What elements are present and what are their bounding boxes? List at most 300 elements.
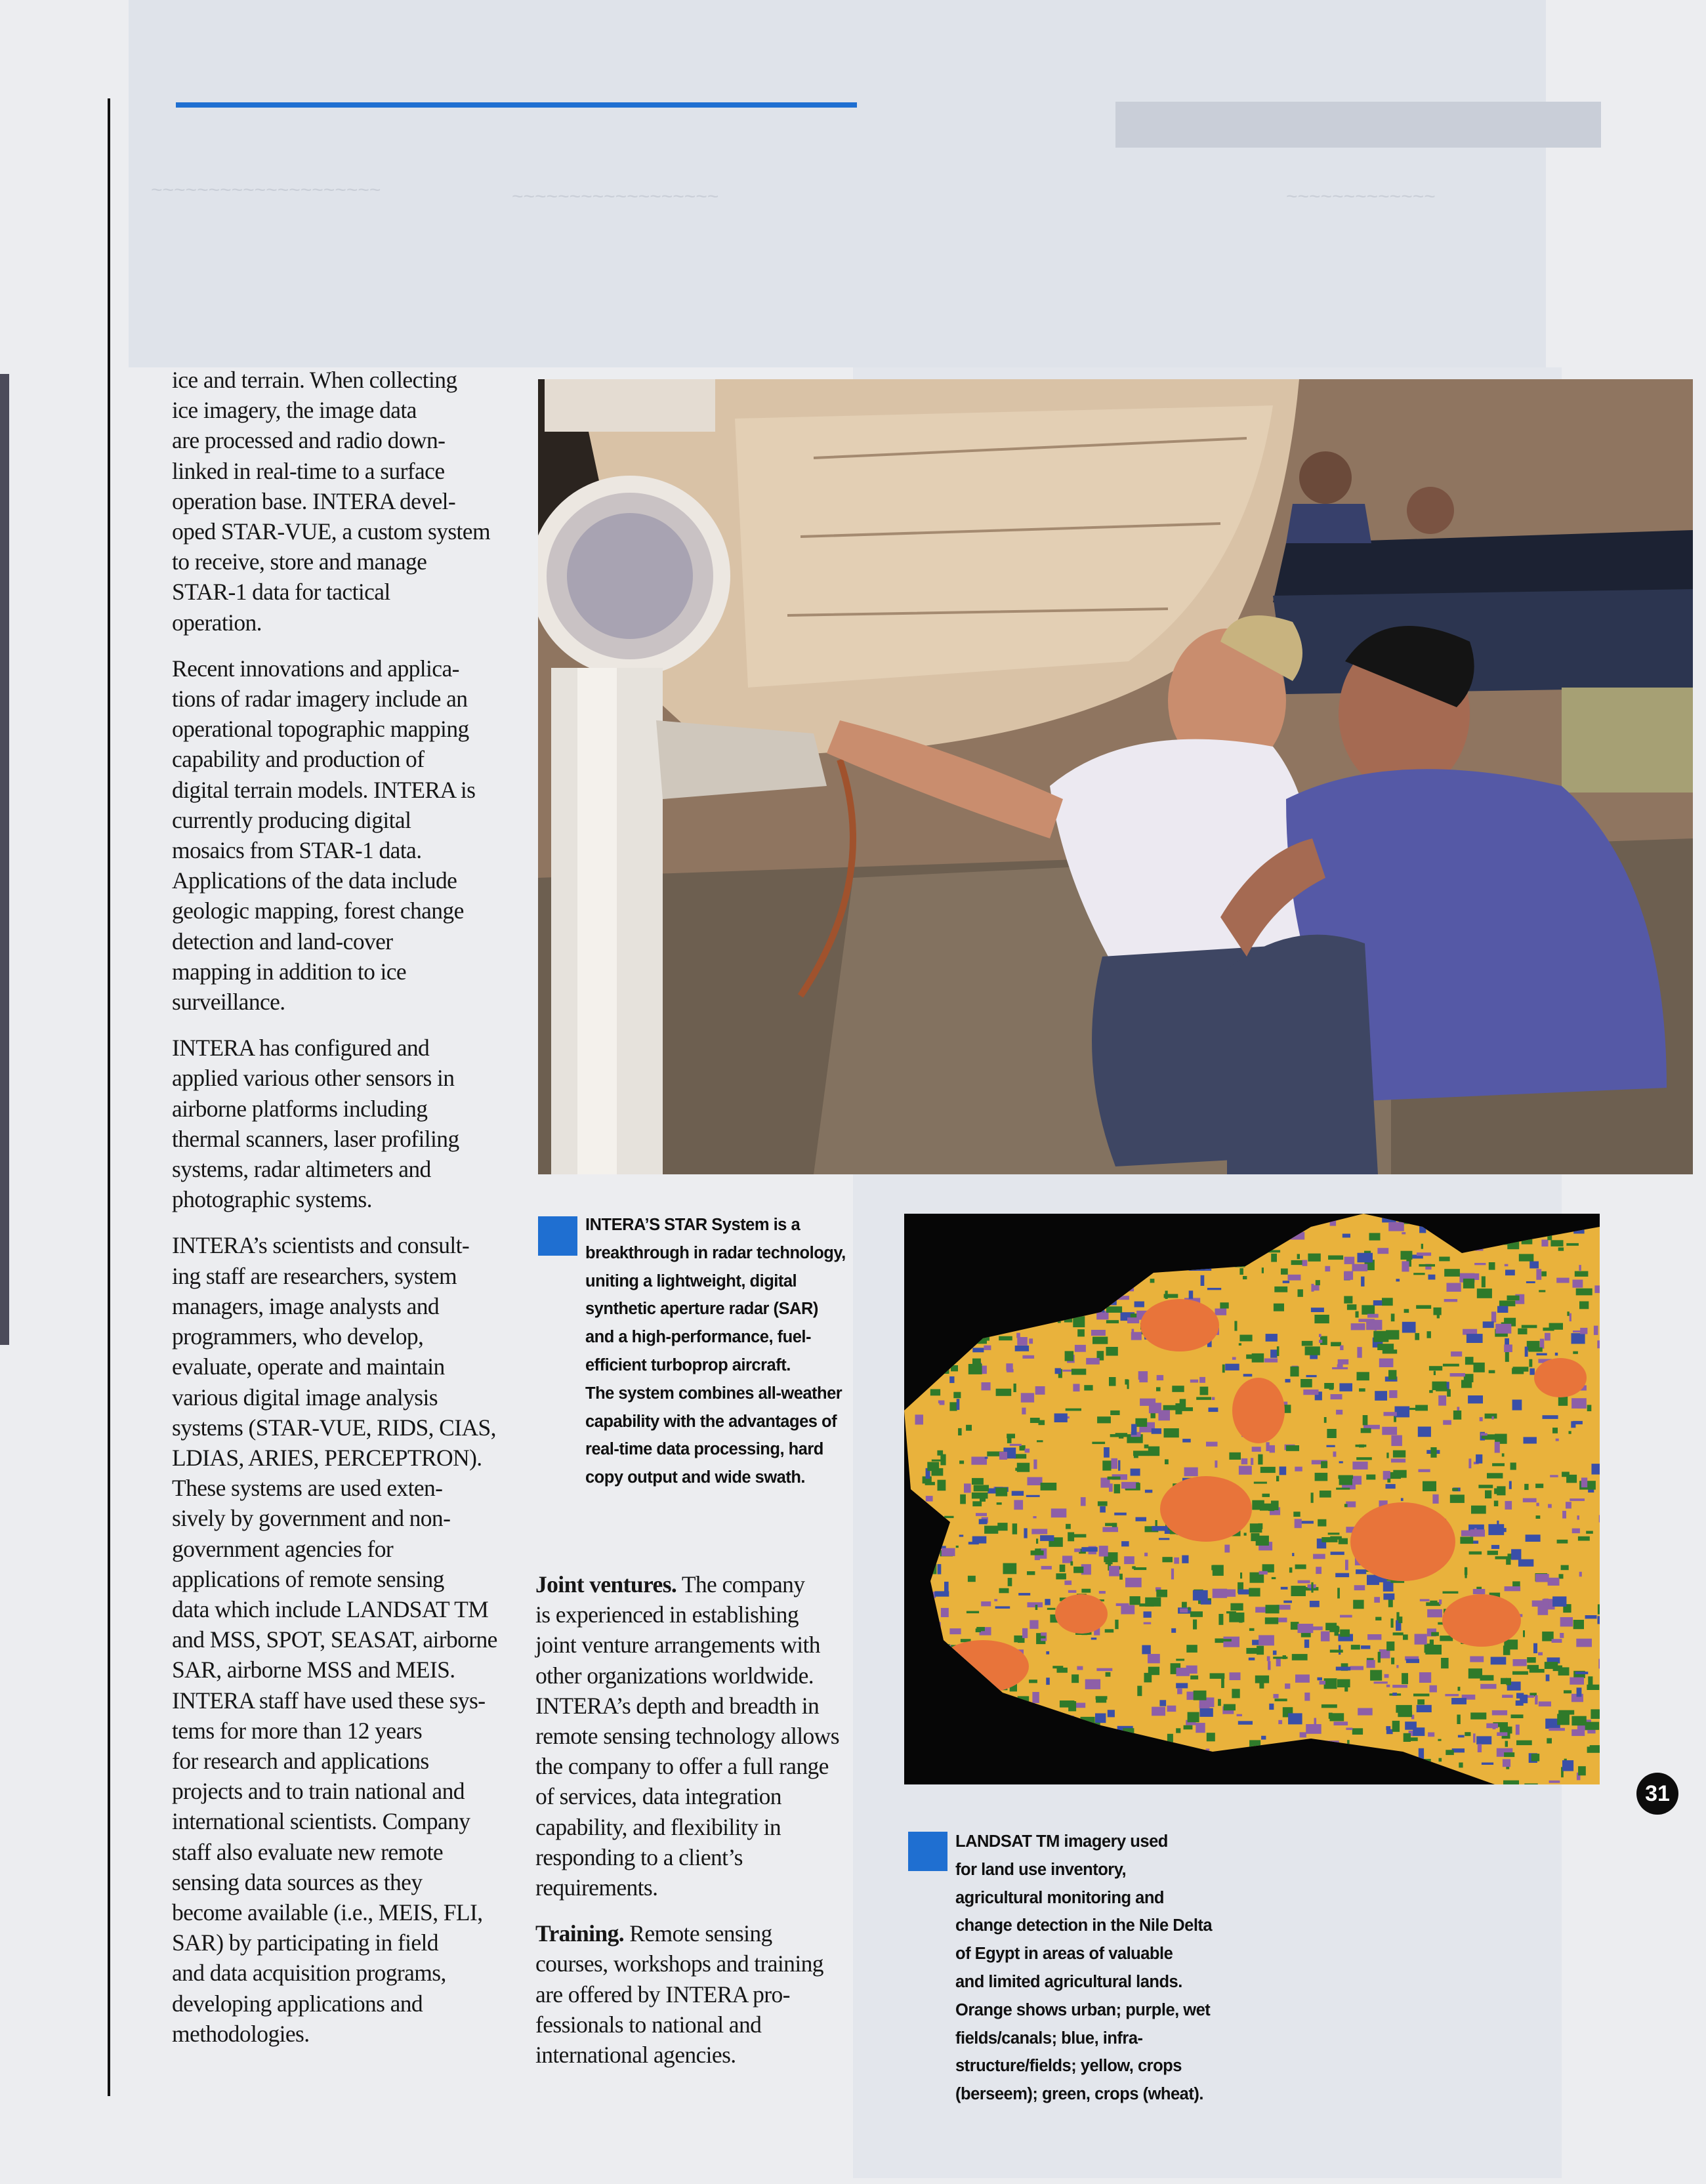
land-parcel — [1182, 1439, 1191, 1443]
land-parcel — [1224, 1545, 1230, 1553]
land-parcel — [1469, 1552, 1482, 1555]
land-parcel — [1288, 1713, 1302, 1724]
land-parcel — [1344, 1271, 1353, 1280]
text-line: international agencies. — [535, 2042, 736, 2069]
land-parcel — [1316, 1280, 1320, 1285]
text-line: airborne platforms including — [172, 1095, 428, 1122]
land-parcel — [1384, 1674, 1389, 1678]
text-line: SAR, airborne MSS and MEIS. — [172, 1657, 455, 1683]
land-parcel — [1060, 1565, 1066, 1572]
land-parcel — [1108, 1710, 1115, 1717]
land-parcel — [1362, 1305, 1375, 1314]
land-parcel — [982, 1382, 991, 1390]
landsat-nile-delta-map — [904, 1214, 1600, 1784]
land-parcel — [1361, 1277, 1364, 1287]
land-parcel — [1271, 1254, 1277, 1262]
land-parcel — [926, 1496, 933, 1501]
land-parcel — [1430, 1685, 1437, 1693]
land-parcel — [1391, 1313, 1395, 1321]
land-parcel — [1081, 1497, 1086, 1506]
land-parcel — [949, 1376, 954, 1383]
land-parcel — [1541, 1240, 1548, 1247]
land-parcel — [1361, 1428, 1371, 1433]
land-parcel — [949, 1402, 957, 1411]
land-parcel — [984, 1346, 991, 1350]
text-line: INTERA’s depth and breadth in — [535, 1692, 820, 1719]
land-parcel — [1074, 1548, 1080, 1552]
land-parcel — [1015, 1468, 1026, 1471]
land-parcel — [1489, 1370, 1495, 1374]
land-parcel — [1306, 1375, 1317, 1377]
land-parcel — [1518, 1329, 1527, 1334]
heading-training: Training. — [535, 1920, 624, 1947]
land-parcel — [1273, 1657, 1287, 1659]
land-parcel — [1291, 1586, 1306, 1596]
land-parcel — [1477, 1288, 1492, 1298]
land-parcel — [1092, 1337, 1108, 1344]
land-parcel — [1443, 1420, 1451, 1425]
land-parcel — [1428, 1275, 1436, 1280]
land-parcel — [1457, 1715, 1460, 1725]
land-parcel — [1535, 1574, 1549, 1582]
land-parcel — [1261, 1736, 1266, 1740]
land-parcel — [1438, 1739, 1441, 1741]
land-parcel — [1502, 1695, 1513, 1698]
land-parcel — [1302, 1260, 1308, 1266]
land-parcel — [1032, 1692, 1039, 1703]
land-parcel — [1134, 1302, 1144, 1308]
land-parcel — [1352, 1462, 1367, 1470]
land-parcel — [985, 1457, 988, 1459]
land-parcel — [1541, 1271, 1547, 1277]
land-parcel — [1073, 1384, 1079, 1391]
land-parcel — [1482, 1276, 1486, 1287]
land-parcel — [1404, 1733, 1411, 1742]
land-parcel — [999, 1452, 1007, 1460]
land-parcel — [1516, 1741, 1532, 1745]
land-parcel — [1363, 1415, 1368, 1425]
land-parcel — [1586, 1531, 1593, 1534]
land-parcel — [1289, 1567, 1293, 1573]
land-parcel — [1262, 1267, 1264, 1273]
land-parcel — [1587, 1405, 1592, 1411]
land-parcel — [1285, 1379, 1291, 1382]
land-parcel — [1552, 1596, 1566, 1607]
land-parcel — [1428, 1733, 1434, 1737]
text-line: developing applications and — [172, 1990, 423, 2017]
land-parcel — [1474, 1528, 1476, 1535]
caption-line: and a high-performance, fuel- — [585, 1328, 811, 1347]
land-parcel — [1485, 1491, 1491, 1498]
land-parcel — [1459, 1763, 1463, 1768]
land-parcel — [1239, 1615, 1242, 1622]
land-parcel — [1066, 1409, 1081, 1411]
land-parcel — [1420, 1599, 1430, 1601]
land-parcel — [1144, 1445, 1149, 1449]
text-line: the company to offer a full range — [535, 1753, 829, 1780]
land-parcel — [1152, 1526, 1167, 1531]
land-parcel — [1552, 1428, 1558, 1433]
land-parcel — [1186, 1645, 1197, 1653]
land-parcel — [1035, 1605, 1038, 1610]
land-parcel — [1488, 1551, 1498, 1556]
caption-line: change detection in the Nile Delta — [955, 1916, 1213, 1935]
land-parcel — [1206, 1442, 1218, 1447]
land-parcel — [1097, 1416, 1111, 1423]
land-parcel — [1468, 1458, 1471, 1468]
land-parcel — [1570, 1498, 1585, 1501]
land-parcel — [1549, 1728, 1565, 1731]
land-parcel — [1012, 1491, 1024, 1496]
land-parcel — [1562, 1472, 1570, 1477]
land-parcel — [1495, 1324, 1511, 1334]
land-parcel — [1124, 1556, 1134, 1564]
land-parcel — [1199, 1708, 1213, 1717]
caption-line: copy output and wide swath. — [585, 1468, 806, 1487]
land-parcel — [1039, 1420, 1045, 1426]
text-line: applied various other sensors in — [172, 1065, 455, 1092]
land-parcel — [1336, 1667, 1350, 1671]
land-parcel — [1590, 1745, 1600, 1751]
land-parcel — [1310, 1601, 1320, 1607]
land-parcel — [1027, 1571, 1035, 1575]
land-parcel — [1100, 1506, 1106, 1513]
land-parcel — [1382, 1427, 1397, 1435]
land-parcel — [1281, 1269, 1288, 1275]
land-parcel — [1266, 1605, 1280, 1613]
text-line: detection and land-cover — [172, 928, 393, 955]
land-parcel — [1331, 1394, 1342, 1399]
land-parcel — [1374, 1681, 1388, 1683]
land-parcel — [1249, 1658, 1255, 1660]
land-parcel — [1536, 1269, 1541, 1280]
land-parcel — [1304, 1693, 1310, 1701]
land-parcel — [1306, 1724, 1321, 1734]
text-line: staff also evaluate new remote — [172, 1838, 444, 1865]
text-line: oped STAR-VUE, a custom system — [172, 518, 490, 545]
land-parcel — [1402, 1232, 1405, 1234]
land-parcel — [1152, 1707, 1165, 1716]
land-parcel — [1321, 1537, 1337, 1542]
land-parcel — [1522, 1325, 1537, 1329]
text-line: and data acquisition programs, — [172, 1960, 446, 1987]
land-parcel — [1196, 1723, 1205, 1733]
land-parcel — [1280, 1466, 1287, 1475]
land-parcel — [1492, 1463, 1505, 1466]
land-parcel — [1130, 1596, 1140, 1605]
land-parcel — [1504, 1752, 1514, 1757]
land-parcel — [1398, 1617, 1402, 1623]
land-parcel — [972, 1348, 984, 1352]
land-parcel — [1556, 1278, 1569, 1283]
land-parcel — [1030, 1620, 1038, 1629]
land-parcel — [1503, 1781, 1519, 1784]
land-parcel — [1495, 1442, 1500, 1453]
text-line: currently producing digital — [172, 806, 411, 833]
land-parcel — [1190, 1380, 1198, 1383]
land-parcel — [1234, 1321, 1237, 1331]
land-parcel — [1507, 1296, 1520, 1301]
land-parcel — [959, 1460, 964, 1464]
land-parcel — [1375, 1329, 1377, 1331]
land-parcel — [1429, 1366, 1442, 1370]
land-parcel — [1273, 1651, 1277, 1655]
land-parcel — [1473, 1733, 1476, 1742]
land-parcel — [1164, 1428, 1179, 1437]
land-parcel — [1148, 1447, 1159, 1456]
land-parcel — [1487, 1473, 1503, 1478]
land-parcel — [1105, 1629, 1114, 1632]
land-parcel — [1232, 1689, 1239, 1698]
land-parcel — [1331, 1552, 1344, 1555]
land-parcel — [1386, 1729, 1393, 1734]
land-parcel — [1167, 1706, 1176, 1712]
land-parcel — [1483, 1321, 1494, 1328]
land-parcel — [1304, 1639, 1309, 1648]
land-parcel — [1369, 1233, 1381, 1240]
land-parcel — [1339, 1383, 1352, 1391]
land-parcel — [1302, 1341, 1313, 1346]
land-parcel — [1144, 1553, 1148, 1557]
land-parcel — [1224, 1704, 1236, 1711]
land-parcel — [1421, 1244, 1423, 1249]
land-parcel — [1374, 1597, 1380, 1603]
text-line: The company — [676, 1571, 805, 1597]
land-parcel — [1339, 1477, 1352, 1485]
land-use-classification-image — [904, 1214, 1600, 1784]
caption-line: of Egypt in areas of valuable — [955, 1945, 1173, 1964]
land-parcel — [1432, 1382, 1447, 1390]
land-parcel — [1267, 1657, 1270, 1661]
land-parcel — [1569, 1431, 1571, 1433]
land-parcel — [1529, 1669, 1545, 1673]
land-parcel — [1538, 1604, 1549, 1615]
land-parcel — [1485, 1414, 1497, 1419]
caption-line: real-time data processing, hard — [585, 1440, 823, 1459]
land-parcel — [1526, 1535, 1541, 1542]
land-parcel — [1358, 1708, 1373, 1716]
land-parcel — [1476, 1454, 1482, 1464]
land-parcel — [1327, 1429, 1336, 1438]
land-parcel — [1387, 1479, 1390, 1483]
land-parcel — [1109, 1483, 1113, 1492]
land-parcel — [1395, 1407, 1410, 1418]
land-parcel — [1599, 1515, 1600, 1522]
land-parcel — [1099, 1546, 1108, 1556]
land-parcel — [1104, 1447, 1110, 1458]
caption-line: agricultural monitoring and — [955, 1888, 1165, 1907]
land-parcel — [1259, 1571, 1268, 1575]
text-line: systems (STAR-VUE, RIDS, CIAS, — [172, 1414, 496, 1441]
text-line: sively by government and non- — [172, 1505, 451, 1532]
land-parcel — [1276, 1476, 1279, 1481]
paragraph-scientists — [172, 1230, 507, 2048]
land-parcel — [1419, 1469, 1430, 1472]
land-parcel — [1240, 1573, 1242, 1578]
land-parcel — [1505, 1586, 1521, 1591]
urban-area — [1534, 1358, 1587, 1397]
land-parcel — [1561, 1565, 1569, 1571]
heading-joint-ventures: Joint ventures. — [535, 1571, 677, 1597]
land-parcel — [1238, 1721, 1253, 1725]
land-parcel — [1443, 1592, 1459, 1594]
land-parcel — [1575, 1271, 1589, 1277]
land-parcel — [997, 1523, 1007, 1531]
land-parcel — [1401, 1498, 1404, 1501]
land-parcel — [1572, 1529, 1580, 1534]
caption-line: The system combines all-weather — [585, 1384, 843, 1403]
land-parcel — [1046, 1678, 1050, 1685]
text-line: These systems are used exten- — [172, 1475, 443, 1502]
land-parcel — [944, 1582, 949, 1592]
land-parcel — [1132, 1329, 1134, 1332]
land-parcel — [1527, 1657, 1536, 1663]
land-parcel — [1393, 1470, 1406, 1478]
land-parcel — [972, 1478, 984, 1485]
land-parcel — [1246, 1648, 1259, 1654]
land-parcel — [1571, 1729, 1585, 1736]
land-parcel — [1430, 1639, 1434, 1646]
land-parcel — [1383, 1471, 1390, 1479]
land-parcel — [1358, 1319, 1375, 1322]
paragraph-recent-innovations — [172, 653, 507, 1017]
land-parcel — [1354, 1585, 1365, 1590]
land-parcel — [1144, 1611, 1152, 1618]
land-parcel — [1570, 1678, 1584, 1685]
land-parcel — [1575, 1672, 1589, 1674]
land-parcel — [938, 1564, 942, 1575]
land-parcel — [1125, 1578, 1142, 1588]
land-parcel — [1594, 1285, 1600, 1293]
land-parcel — [1340, 1630, 1350, 1637]
land-parcel — [1318, 1519, 1326, 1527]
land-parcel — [1319, 1334, 1321, 1337]
land-parcel — [1537, 1353, 1547, 1356]
land-parcel — [1566, 1502, 1571, 1508]
land-parcel — [1182, 1602, 1187, 1608]
land-parcel — [1073, 1567, 1083, 1573]
land-parcel — [1429, 1390, 1433, 1393]
land-parcel — [1494, 1489, 1504, 1494]
land-parcel — [995, 1487, 1007, 1496]
land-parcel — [958, 1428, 962, 1435]
land-parcel — [1392, 1693, 1397, 1696]
land-parcel — [1098, 1501, 1108, 1506]
text-line: to receive, store and manage — [172, 548, 427, 575]
land-parcel — [1071, 1674, 1079, 1683]
land-parcel — [1030, 1418, 1040, 1423]
land-parcel — [1278, 1618, 1287, 1622]
land-parcel — [1096, 1668, 1112, 1671]
land-parcel — [1543, 1415, 1558, 1419]
land-parcel — [1035, 1548, 1041, 1554]
land-parcel — [1512, 1399, 1522, 1410]
land-parcel — [1535, 1695, 1537, 1704]
caption-line: and limited agricultural lands. — [955, 1972, 1182, 1991]
land-parcel — [1311, 1308, 1324, 1312]
land-parcel — [941, 1608, 949, 1617]
land-parcel — [1503, 1759, 1510, 1767]
land-parcel — [1096, 1696, 1108, 1699]
land-parcel — [1404, 1309, 1409, 1313]
land-parcel — [1431, 1632, 1439, 1636]
land-parcel — [1367, 1634, 1381, 1640]
land-parcel — [995, 1606, 1010, 1609]
land-parcel — [1352, 1728, 1363, 1735]
land-parcel — [1106, 1347, 1118, 1356]
land-parcel — [1379, 1359, 1394, 1367]
text-line: are processed and radio down- — [172, 427, 446, 454]
land-parcel — [1505, 1269, 1515, 1275]
land-parcel — [1194, 1691, 1207, 1700]
land-parcel — [1071, 1369, 1086, 1374]
land-parcel — [1492, 1416, 1494, 1420]
land-parcel — [1176, 1683, 1188, 1688]
land-parcel — [1432, 1494, 1438, 1504]
land-parcel — [949, 1628, 961, 1634]
land-parcel — [1505, 1264, 1508, 1267]
land-parcel — [999, 1336, 1012, 1341]
land-parcel — [1163, 1405, 1177, 1411]
land-parcel — [1536, 1503, 1539, 1506]
text-line: evaluate, operate and maintain — [172, 1353, 445, 1380]
land-parcel — [1417, 1699, 1425, 1704]
land-parcel — [1298, 1289, 1303, 1297]
land-parcel — [1022, 1628, 1028, 1638]
star-system-aircraft-photo — [538, 379, 1693, 1174]
land-parcel — [1489, 1262, 1495, 1270]
land-parcel — [1180, 1609, 1188, 1613]
land-parcel — [1452, 1488, 1458, 1491]
caption-line: breakthrough in radar technology, — [585, 1243, 846, 1262]
land-parcel — [1330, 1650, 1343, 1653]
land-parcel — [1209, 1408, 1218, 1412]
land-parcel — [1552, 1639, 1562, 1643]
land-parcel — [1065, 1351, 1074, 1361]
land-parcel — [1131, 1424, 1136, 1435]
land-parcel — [1524, 1437, 1537, 1443]
land-parcel — [1491, 1311, 1496, 1322]
land-parcel — [1546, 1674, 1550, 1681]
land-parcel — [1068, 1701, 1076, 1711]
land-parcel — [1223, 1637, 1239, 1647]
land-parcel — [1033, 1460, 1037, 1470]
land-parcel — [956, 1546, 959, 1548]
caption-marker-landsat — [908, 1832, 947, 1871]
land-parcel — [1215, 1460, 1217, 1468]
land-parcel — [1439, 1599, 1442, 1604]
land-parcel — [1184, 1725, 1193, 1730]
land-parcel — [1474, 1263, 1486, 1265]
land-parcel — [1370, 1670, 1382, 1681]
text-line: responding to a client’s — [535, 1844, 743, 1870]
page-number-badge: 31 — [1636, 1773, 1678, 1815]
land-parcel — [1095, 1714, 1106, 1723]
land-parcel — [1189, 1290, 1194, 1298]
land-parcel — [1415, 1634, 1427, 1645]
land-parcel — [1548, 1578, 1560, 1586]
text-line: thermal scanners, laser profiling — [172, 1125, 459, 1152]
land-parcel — [1533, 1643, 1537, 1653]
land-parcel — [1406, 1659, 1419, 1663]
land-parcel — [942, 1548, 955, 1556]
land-parcel — [976, 1627, 985, 1631]
land-parcel — [1524, 1784, 1537, 1785]
land-parcel — [1444, 1299, 1457, 1302]
text-line: methodologies. — [172, 2020, 310, 2047]
text-line: various digital image analysis — [172, 1384, 438, 1411]
land-parcel — [1339, 1538, 1348, 1544]
